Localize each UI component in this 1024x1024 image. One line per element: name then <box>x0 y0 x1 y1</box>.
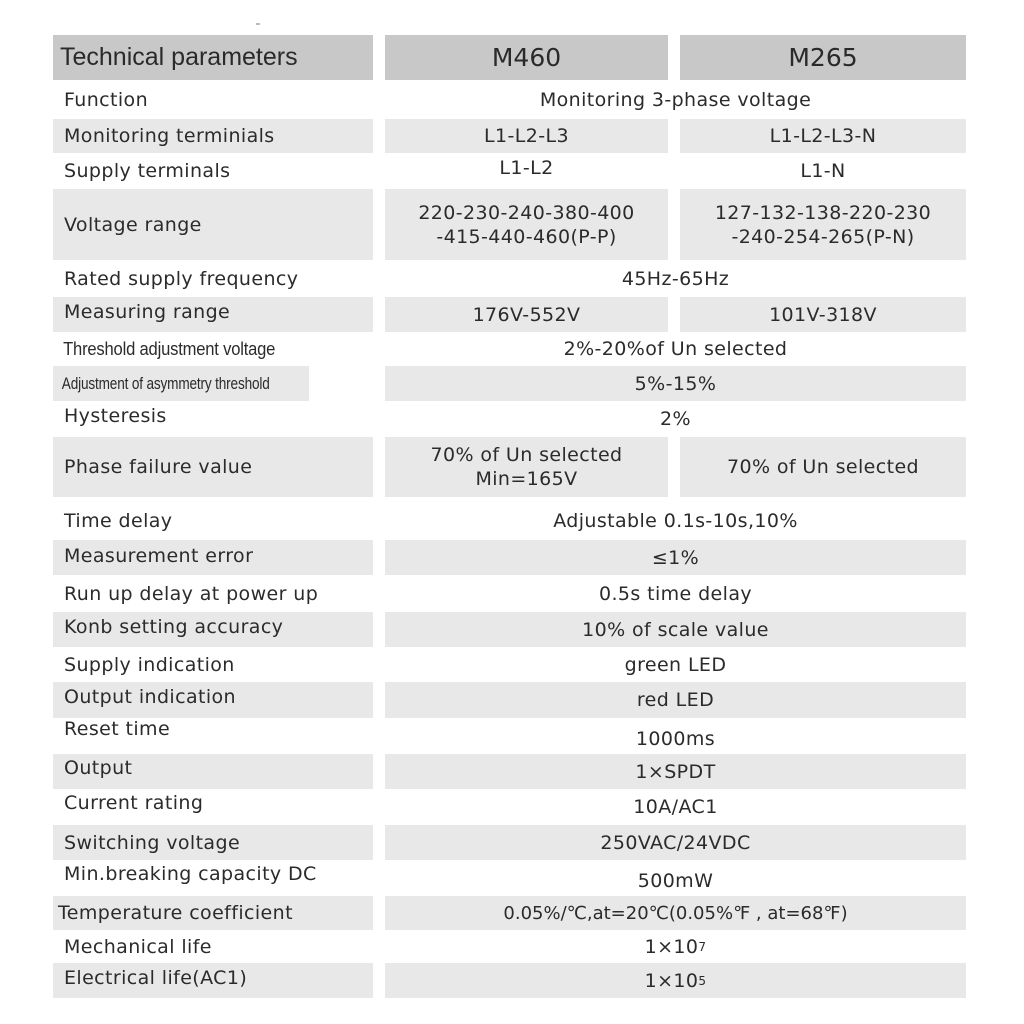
row-value-m460: L1-L2 <box>499 157 554 179</box>
row-value: 2% <box>660 408 691 430</box>
row-value: 45Hz-65Hz <box>621 267 730 290</box>
row-value-m265 <box>680 189 966 260</box>
row-value-m265: L1-L2-L3-N <box>680 119 966 153</box>
row-label: Output <box>53 754 373 789</box>
row-value-m265: 101V-318V <box>680 297 966 332</box>
row-value-m460 <box>385 189 668 260</box>
row-value-m265: L1-N <box>800 160 846 182</box>
row-value: 250VAC/24VDC <box>385 825 966 860</box>
row-value: 10% of scale value <box>385 612 966 647</box>
row-value: Adjustable 0.1s-10s,10% <box>553 510 798 532</box>
row-value-m460 <box>385 437 668 497</box>
row-value: 2%-20%of Un selected <box>563 338 788 360</box>
row-phase-failure <box>53 437 966 497</box>
row-value: 1000ms <box>635 728 716 750</box>
value-base: 1×10 <box>644 935 699 958</box>
row-label: Supply terminals <box>64 160 231 182</box>
row-reset-time <box>53 719 966 753</box>
row-label: Output indication <box>53 682 373 718</box>
row-label: Electrical life(AC1) <box>53 963 373 998</box>
row-measuring-range <box>53 297 966 332</box>
row-function <box>53 83 966 117</box>
row-rated-frequency <box>53 261 966 296</box>
row-value: green LED <box>624 653 727 676</box>
row-label: Adjustment of asymmetry threshold <box>53 366 309 401</box>
row-value-m460: L1-L2-L3 <box>385 119 668 153</box>
value-line-2: Min=165V <box>475 468 578 490</box>
row-value: Monitoring 3-phase voltage <box>539 89 812 111</box>
row-supply-terminals <box>53 154 966 188</box>
row-knob-accuracy <box>53 612 966 647</box>
value-exponent: 5 <box>698 973 707 988</box>
row-label: Monitoring terminials <box>53 119 373 153</box>
row-label: Voltage range <box>53 189 373 260</box>
row-monitoring-terminals <box>53 119 966 153</box>
row-label: Supply indication <box>64 653 235 676</box>
header-technical-parameters <box>53 35 373 80</box>
row-run-up-delay <box>53 576 966 611</box>
row-min-breaking-capacity <box>53 861 966 894</box>
header-model-b-label: M265 <box>788 43 858 72</box>
row-label: Min.breaking capacity DC <box>64 862 317 885</box>
row-output-indication <box>53 682 966 718</box>
row-electrical-life <box>53 963 966 998</box>
row-time-delay <box>53 503 966 539</box>
header-model-a-label: M460 <box>491 43 562 72</box>
row-asymmetry-threshold <box>53 366 966 401</box>
row-value: 5%-15% <box>385 366 966 401</box>
value-line-2: -240-254-265(P-N) <box>731 225 915 248</box>
value-base: 1×10 <box>644 969 699 992</box>
row-value: ≤1% <box>385 540 966 575</box>
value-exponent: 7 <box>698 939 707 954</box>
row-label: Reset time <box>64 718 171 740</box>
row-value: 500mW <box>637 869 714 892</box>
row-label: Time delay <box>64 510 173 532</box>
row-value: red LED <box>385 682 966 718</box>
row-label: Konb setting accuracy <box>53 612 373 647</box>
row-value <box>385 931 966 962</box>
row-value: 10A/AC1 <box>633 796 718 818</box>
row-value: 0.05%/℃,at=20℃(0.05%℉ , at=68℉) <box>385 896 966 930</box>
stray-mark <box>256 23 260 25</box>
value-line-2: -415-440-460(P-P) <box>436 225 617 248</box>
row-value-m265: 70% of Un selected <box>680 437 966 497</box>
row-label: Phase failure value <box>53 437 373 497</box>
header-model-m460 <box>385 35 668 80</box>
value-line-1: 127-132-138-220-230 <box>714 201 932 224</box>
row-label: Run up delay at power up <box>64 582 319 605</box>
row-label: Switching voltage <box>53 825 373 860</box>
row-label: Current rating <box>64 792 204 814</box>
row-temperature-coefficient <box>53 896 966 930</box>
row-label: Hysteresis <box>64 405 167 427</box>
row-value: 0.5s time delay <box>598 582 753 605</box>
row-label: Measuring range <box>53 297 373 332</box>
row-label: Threshold adjustment voltage <box>63 338 276 359</box>
row-supply-indication <box>53 648 966 681</box>
row-switching-voltage <box>53 825 966 860</box>
row-output <box>53 754 966 789</box>
row-label: Temperature coefficient <box>53 896 373 930</box>
row-voltage-range <box>53 189 966 260</box>
row-label: Mechanical life <box>64 935 212 958</box>
row-value <box>385 963 966 998</box>
row-value: 1×SPDT <box>385 754 966 789</box>
row-label: Rated supply frequency <box>64 267 299 290</box>
row-mechanical-life <box>53 931 966 962</box>
row-threshold-voltage <box>53 333 966 365</box>
row-hysteresis <box>53 402 966 436</box>
value-line-1: 220-230-240-380-400 <box>418 201 635 224</box>
header-param-label: Technical parameters <box>60 43 298 71</box>
row-label: Measurement error <box>53 540 373 575</box>
header-model-m265 <box>680 35 966 80</box>
row-measurement-error <box>53 540 966 575</box>
row-current-rating <box>53 790 966 824</box>
row-value-m460: 176V-552V <box>385 297 668 332</box>
row-label: Function <box>64 89 149 111</box>
value-line-1: 70% of Un selected <box>430 444 623 466</box>
